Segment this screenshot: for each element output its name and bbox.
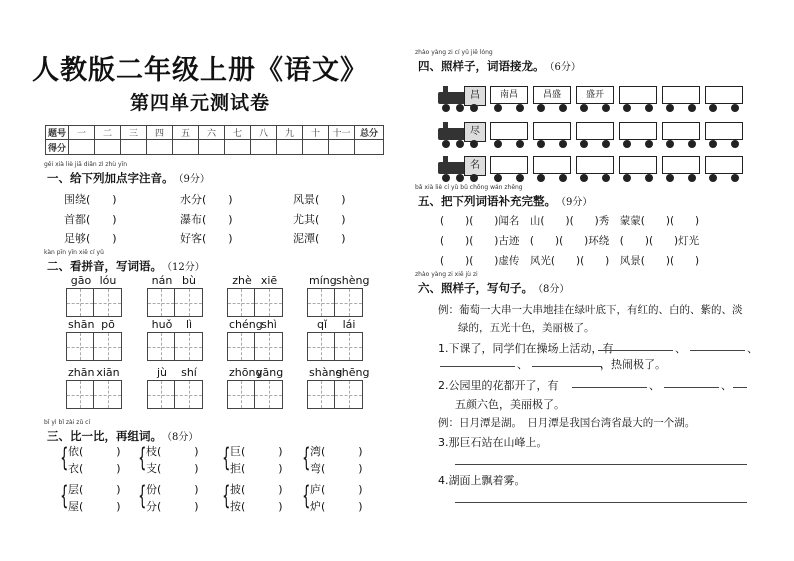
section-1-pinyin: gěi xià liè jiā diǎn zì zhù yīn [44,161,127,168]
wheel-icon [623,140,631,148]
train-car-box: 昌盛 [533,86,571,104]
grid-cell[interactable] [94,381,121,408]
wheel-icon [666,140,674,148]
fill-in-row: ( )( )闻名 山( )( )秀 蒙蒙( )( ) [440,215,700,227]
train-car-box[interactable] [576,122,614,140]
grid-cell[interactable] [175,333,202,360]
section-4-points: （6分） [544,62,581,73]
section-1-points: （9分） [173,174,210,185]
train-car-box[interactable] [576,156,614,174]
pinyin-label: shì [261,318,277,331]
word-train [438,154,748,184]
score-header-cell: 总分 [355,126,384,140]
brace-icon: { [302,481,311,511]
compare-item: 湾( ) [310,445,363,458]
score-label-score: 得分 [46,140,69,155]
wheel-icon [537,104,545,112]
score-header-cell: 五 [173,126,199,140]
section-3-heading [44,419,199,444]
grid-cell[interactable] [308,289,335,316]
wheel-icon [580,104,588,112]
wheel-icon [537,174,545,182]
section-6-pinyin: zhào yàng zi xiě jù zi [415,271,478,278]
pinyin-label: zhān [68,366,95,379]
section-4-pinyin: zhào yàng zi cí yǔ jiē lóng [415,49,493,56]
pinyin-label: nán [151,274,173,287]
pinyin-label: lóu [99,274,117,287]
section-5-title: 五、把下列词语补充完整。 [418,194,556,208]
section-6-points: （8分） [533,284,570,295]
example-1-line-1: 例：葡萄一大串一大串地挂在绿叶底下，有红的、白的、紫的、淡 [438,304,743,316]
grid-cell[interactable] [255,289,282,316]
grid-cell[interactable] [94,289,121,316]
compare-item: 巨( ) [230,445,283,458]
section-3-pinyin: bǐ yì bǐ zài zǔ cí [44,419,91,426]
writing-grid[interactable] [147,288,203,317]
score-header-cell: 四 [147,126,173,140]
brace-icon: { [138,481,147,511]
wheel-icon [645,140,653,148]
writing-grid[interactable] [307,380,363,409]
pinyin-label: pō [101,318,115,331]
score-header-cell: 十一 [329,126,355,140]
compare-item: 屋( ) [68,500,121,513]
wheel-icon [688,140,696,148]
wheel-icon [645,174,653,182]
grid-cell[interactable] [308,333,335,360]
compare-item: 份( ) [146,483,199,496]
compare-item: 披( ) [230,483,283,496]
score-input-cell[interactable] [173,140,199,155]
grid-cell[interactable] [67,381,94,408]
pinyin-item: 风景( ) [293,193,346,206]
wheel-icon [709,174,717,182]
wheel-icon [580,174,588,182]
grid-cell[interactable] [228,333,255,360]
grid-cell[interactable] [228,381,255,408]
score-header-cell: 一 [69,126,95,140]
train-car-box: 南昌 [490,86,528,104]
train-car-box[interactable] [533,122,571,140]
pinyin-label: míng [309,274,337,287]
writing-grid[interactable] [227,288,283,317]
q1-blank-4[interactable] [532,356,602,367]
wheel-icon [688,174,696,182]
score-input-cell[interactable] [355,140,384,155]
q1-sep-1: 、 [675,342,686,355]
section-6-title: 六、照样子，写句子。 [418,281,533,295]
section-2-title: 二、看拼音，写词语。 [47,259,162,273]
pinyin-label: lái [342,318,356,331]
train-car-box: 盛开 [576,86,614,104]
compare-item: 按( ) [230,500,283,513]
score-header-cell: 二 [95,126,121,140]
brace-icon: { [222,481,231,511]
wheel-icon [645,104,653,112]
brace-icon: { [60,481,69,511]
score-input-cell[interactable] [69,140,95,155]
brace-icon: { [222,443,231,473]
wheel-icon [623,104,631,112]
brace-icon: { [138,443,147,473]
wheel-icon [666,174,674,182]
compare-item: 弯( ) [310,462,363,475]
wheel-icon [470,140,478,148]
train-car-box[interactable] [662,86,700,104]
score-input-cell[interactable] [199,140,225,155]
wheel-icon [470,174,478,182]
score-input-cell[interactable] [225,140,251,155]
brace-icon: { [302,443,311,473]
section-4-heading [415,49,581,74]
train-car-box[interactable] [705,122,743,140]
compare-item: 支( ) [146,462,199,475]
wheel-icon [559,104,567,112]
pinyin-label: chéng [229,318,263,331]
score-header-cell: 七 [225,126,251,140]
question-1-end: ，热闹极了。 [600,358,666,371]
wheel-icon [470,104,478,112]
train-car-box[interactable] [619,86,657,104]
q4-answer-line[interactable] [455,492,747,503]
score-header-cell: 三 [121,126,147,140]
wheel-icon [516,104,524,112]
wheel-icon [559,174,567,182]
example-2: 例：日月潭是湖。 日月潭是我国台湾省最大的一个湖。 [438,417,696,429]
writing-grid[interactable] [307,288,363,317]
section-3-title: 三、比一比，再组词。 [47,429,162,443]
page-subtitle: 第四单元测试卷 [129,92,270,114]
question-4-text: 4.湖面上飘着雾。 [438,474,526,487]
pinyin-label: shàng [309,366,343,379]
score-input-cell[interactable] [95,140,121,155]
pinyin-item: 好客( ) [180,232,233,245]
q2-sep-2: 、 [721,379,732,392]
q3-answer-line[interactable] [455,454,747,465]
section-5-heading [415,184,593,209]
engine-cab-character: 尽 [464,122,486,142]
fill-in-row: ( )( )古迹 ( )( )环绕 ( )( )灯光 [440,235,700,247]
wheel-icon [456,140,464,148]
grid-cell[interactable] [67,333,94,360]
pinyin-label: gāo [70,274,92,287]
train-car-box[interactable] [533,156,571,174]
grid-cell[interactable] [255,381,282,408]
wheel-icon [494,104,502,112]
wheel-icon [709,140,717,148]
writing-grid[interactable] [147,332,203,361]
grid-cell[interactable] [335,381,362,408]
writing-grid[interactable] [66,380,122,409]
grid-cell[interactable] [148,381,175,408]
pinyin-item: 首都( ) [64,213,117,226]
pinyin-label: huǒ [151,318,173,331]
train-car-box[interactable] [490,156,528,174]
wheel-icon [559,140,567,148]
score-input-cell[interactable] [147,140,173,155]
compare-item: 依( ) [68,445,121,458]
train-car-box[interactable] [619,122,657,140]
train-car-box[interactable] [662,122,700,140]
writing-grid[interactable] [66,332,122,361]
engine-cab-character: 昌 [464,86,486,106]
writing-grid[interactable] [227,332,283,361]
score-header-cell: 九 [277,126,303,140]
train-car-box[interactable] [619,156,657,174]
q2-sep-1: 、 [649,379,660,392]
pinyin-item: 围绕( ) [64,193,117,206]
train-car-box[interactable] [490,122,528,140]
score-input-cell[interactable] [277,140,303,155]
wheel-icon [731,174,739,182]
wheel-icon [623,174,631,182]
question-2-end: 五颜六色，美丽极了。 [455,398,565,411]
pinyin-item: 水分( ) [180,193,233,206]
compare-item: 炉( ) [310,500,363,513]
pinyin-label: xiē [260,274,278,287]
question-1-text: 1.下课了，同学们在操场上活动，有 [438,342,614,355]
wheel-icon [709,104,717,112]
grid-cell[interactable] [228,289,255,316]
pinyin-label: lì [185,318,193,331]
section-2-points: （12分） [162,262,205,273]
wheel-icon [456,174,464,182]
pinyin-label: qǐ [316,318,328,331]
q1-blank-2[interactable] [690,340,745,351]
writing-grid[interactable] [66,288,122,317]
section-1-title: 一、给下列加点字注音。 [47,171,174,185]
compare-item: 拒( ) [230,462,283,475]
train-car-box[interactable] [705,86,743,104]
wheel-icon [666,104,674,112]
section-2-heading [44,249,205,274]
pinyin-label: xiān [96,366,120,379]
pinyin-item: 瀑布( ) [180,213,233,226]
wheel-icon [731,140,739,148]
question-2-text: 2.公园里的花都开了，有 [438,379,559,392]
pinyin-item: 尤其( ) [293,213,346,226]
writing-grid[interactable] [227,380,283,409]
pinyin-label: shān [68,318,95,331]
grid-cell[interactable] [335,289,362,316]
example-1-line-2: 绿的，五光十色，美丽极了。 [458,322,595,334]
q1-blank-1[interactable] [598,340,673,351]
wheel-icon [602,174,610,182]
q2-blank-2[interactable] [664,377,719,388]
pinyin-label: zhè [232,274,252,287]
q1-sep-3: 、 [517,358,528,371]
brace-icon: { [60,443,69,473]
wheel-icon [442,104,450,112]
compare-item: 分( ) [146,500,199,513]
wheel-icon [537,140,545,148]
wheel-icon [602,104,610,112]
wheel-icon [456,104,464,112]
compare-item: 庐( ) [310,483,363,496]
score-table [45,125,384,155]
wheel-icon [516,174,524,182]
grid-cell[interactable] [148,289,175,316]
q2-blank-3[interactable] [733,377,747,388]
grid-cell[interactable] [175,381,202,408]
score-header-cell: 八 [251,126,277,140]
score-input-cell[interactable] [121,140,147,155]
grid-cell[interactable] [175,289,202,316]
grid-cell[interactable] [67,289,94,316]
q2-blank-1[interactable] [572,377,647,388]
pinyin-label: yāng [256,366,284,379]
score-input-cell[interactable] [329,140,355,155]
writing-grid[interactable] [307,332,363,361]
q1-blank-3[interactable] [440,356,515,367]
pinyin-label: zhōng [229,366,263,379]
pinyin-label: shēng [336,366,370,379]
pinyin-label: shèng [336,274,370,287]
grid-cell[interactable] [308,381,335,408]
section-5-pinyin: bǎ xià liè cí yǔ bǔ chōng wán zhěng [415,184,523,191]
word-train [438,120,748,150]
writing-grid[interactable] [147,380,203,409]
grid-cell[interactable] [94,333,121,360]
wheel-icon [494,174,502,182]
section-2-pinyin: kàn pīn yīn xiě cí yǔ [44,249,104,256]
section-1-heading [44,161,210,186]
wheel-icon [688,104,696,112]
compare-item: 衣( ) [68,462,121,475]
pinyin-item: 足够( ) [64,232,117,245]
grid-cell[interactable] [148,333,175,360]
pinyin-item: 泥潭( ) [293,232,346,245]
question-3-text: 3.那巨石站在山峰上。 [438,436,548,449]
grid-cell[interactable] [255,333,282,360]
section-5-points: （9分） [556,197,593,208]
score-header-cell: 十 [303,126,329,140]
engine-cab-character: 名 [464,156,486,176]
pinyin-label: shí [181,366,197,379]
pinyin-label: bù [182,274,196,287]
q1-sep-2: 、 [747,342,758,355]
wheel-icon [442,174,450,182]
wheel-icon [494,140,502,148]
wheel-icon [442,140,450,148]
compare-item: 层( ) [68,483,121,496]
train-car-box[interactable] [662,156,700,174]
section-3-points: （8分） [162,432,199,443]
compare-item: 枝( ) [146,445,199,458]
wheel-icon [602,140,610,148]
page-title: 人教版二年级上册《语文》 [32,55,368,86]
score-input-cell[interactable] [303,140,329,155]
word-train [438,84,748,114]
score-label-number: 题号 [46,126,69,140]
section-4-title: 四、照样子，词语接龙。 [418,59,545,73]
fill-in-row: ( )( )虚传 风光( )( ) 风景( )( ) [440,255,700,267]
pinyin-label: jù [156,366,168,379]
wheel-icon [516,140,524,148]
grid-cell[interactable] [335,333,362,360]
section-6-heading [415,271,570,296]
score-input-cell[interactable] [251,140,277,155]
score-header-cell: 六 [199,126,225,140]
wheel-icon [731,104,739,112]
wheel-icon [580,140,588,148]
train-car-box[interactable] [705,156,743,174]
